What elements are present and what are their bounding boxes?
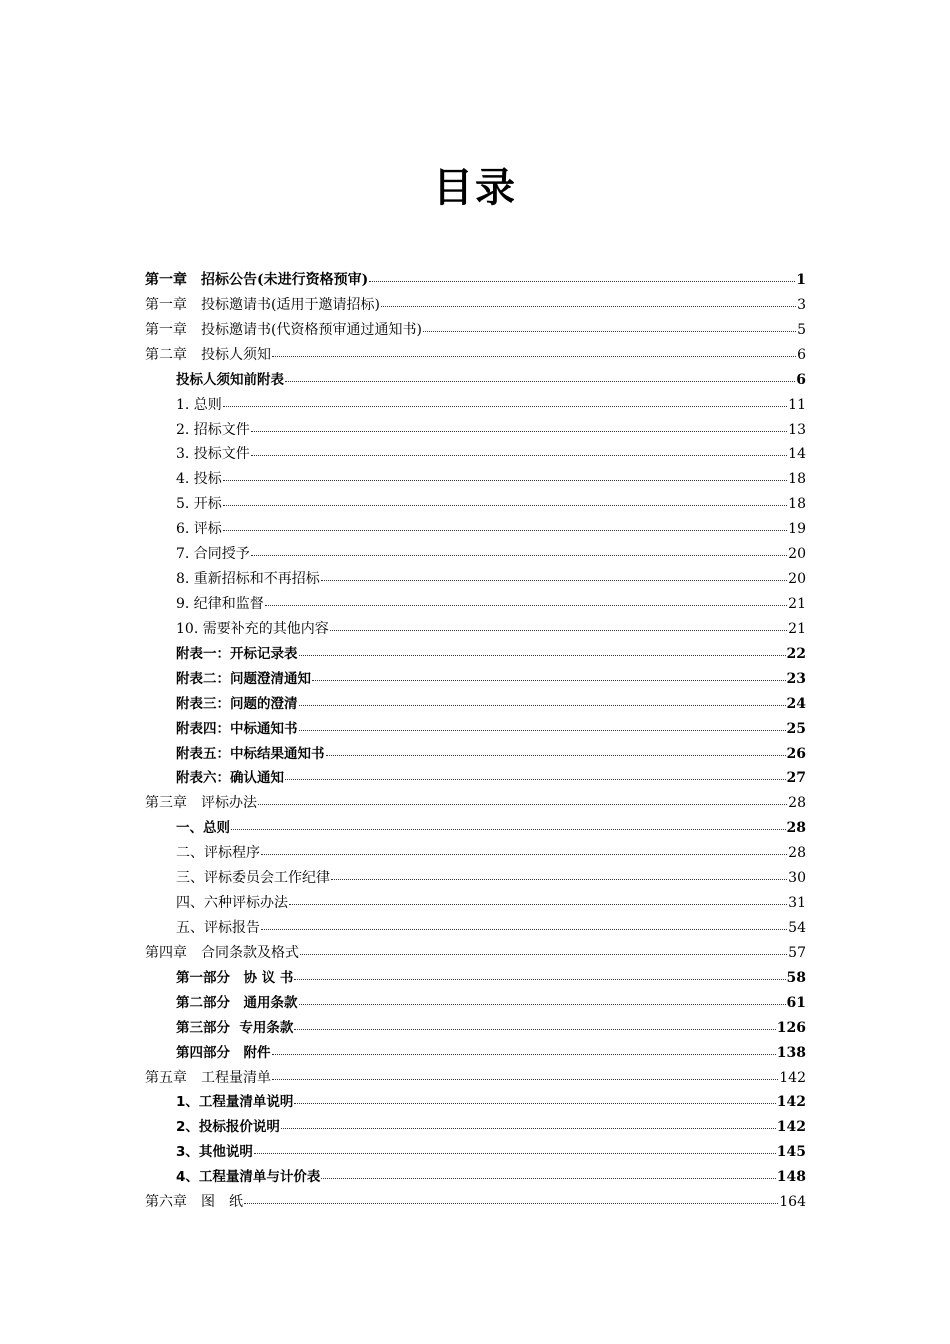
toc-entry-title: 4、工程量清单与计价表: [176, 1169, 321, 1186]
toc-entry[interactable]: [145, 742, 806, 767]
toc-leader-dots: [289, 903, 787, 905]
toc-entry-title: 四、六种评标办法: [176, 895, 288, 912]
toc-entry[interactable]: [145, 567, 806, 592]
toc-entry[interactable]: [145, 467, 806, 492]
toc-entry-page-number: 11: [788, 396, 806, 413]
toc-entry-title: 附表二：问题澄清通知: [176, 670, 311, 687]
toc-leader-dots: [261, 928, 787, 930]
toc-entry-page-number: 21: [788, 595, 806, 612]
toc-entry-page-number: 28: [788, 795, 806, 812]
page-title: 目录: [433, 165, 517, 211]
toc-leader-dots: [285, 380, 795, 382]
toc-entry[interactable]: [145, 1140, 806, 1165]
toc-entry-page-number: 30: [788, 870, 806, 887]
toc-leader-dots: [294, 1102, 775, 1104]
toc-entry-page-number: 57: [788, 944, 806, 961]
toc-entry[interactable]: [145, 542, 806, 567]
toc-entry[interactable]: [145, 766, 806, 791]
toc-leader-dots: [272, 1053, 776, 1055]
toc-entry-page-number: 18: [788, 496, 806, 513]
toc-leader-dots: [423, 330, 796, 332]
toc-entry[interactable]: [145, 268, 806, 293]
toc-entry-page-number: 126: [776, 1019, 806, 1036]
toc-entry-title: 附表三：问题的澄清: [176, 695, 298, 712]
toc-entry-title: 3、其他说明: [176, 1144, 253, 1161]
toc-entry-page-number: 26: [786, 745, 806, 762]
toc-entry-title: 7. 合同授予: [176, 546, 250, 563]
toc-entry-page-number: 20: [788, 546, 806, 563]
toc-entry[interactable]: [145, 343, 806, 368]
toc-entry-title: 2、投标报价说明: [176, 1119, 280, 1136]
toc-leader-dots: [331, 878, 787, 880]
toc-entry[interactable]: [145, 442, 806, 467]
toc-entry-page-number: 3: [797, 296, 806, 313]
toc-leader-dots: [300, 953, 787, 955]
toc-entry-page-number: 54: [788, 919, 806, 936]
toc-leader-dots: [285, 778, 786, 780]
toc-entry[interactable]: [145, 991, 806, 1016]
toc-entry-page-number: 6: [797, 346, 806, 363]
toc-entry[interactable]: [145, 492, 806, 517]
toc-entry-page-number: 5: [797, 321, 806, 338]
toc-leader-dots: [299, 654, 786, 656]
toc-entry[interactable]: [145, 418, 806, 443]
toc-entry-title: 附表四：中标通知书: [176, 720, 298, 737]
toc-entry-title: 附表一：开标记录表: [176, 645, 298, 662]
toc-leader-dots: [281, 1127, 776, 1129]
toc-entry[interactable]: [145, 617, 806, 642]
toc-entry-page-number: 6: [796, 371, 806, 388]
toc-entry[interactable]: [145, 368, 806, 393]
toc-entry-title: 10. 需要补充的其他内容: [176, 620, 329, 637]
toc-entry-title: 9. 纪律和监督: [176, 595, 264, 612]
toc-leader-dots: [272, 355, 796, 357]
toc-entry-title: 第一章 投标邀请书(适用于邀请招标): [145, 296, 380, 313]
toc-entry-title: 第一章 投标邀请书(代资格预审通过通知书): [145, 321, 422, 338]
toc-entry-title: 第四章 合同条款及格式: [145, 944, 299, 961]
toc-leader-dots: [223, 405, 787, 407]
toc-entry[interactable]: [145, 1190, 806, 1215]
toc-leader-dots: [369, 280, 795, 282]
toc-entry-page-number: 142: [779, 1069, 806, 1086]
toc-entry-title: 附表五：中标结果通知书: [176, 745, 325, 762]
toc-entry-page-number: 22: [786, 645, 806, 662]
toc-leader-dots: [223, 504, 787, 506]
toc-entry-page-number: 28: [788, 845, 806, 862]
toc-entry-title: 附表六：确认通知: [176, 770, 284, 787]
toc-leader-dots: [299, 704, 786, 706]
toc-leader-dots: [294, 1028, 775, 1030]
toc-entry[interactable]: [145, 1115, 806, 1140]
toc-entry-title: 第六章 图 纸: [145, 1194, 243, 1211]
toc-entry[interactable]: [145, 592, 806, 617]
toc-leader-dots: [272, 1078, 778, 1080]
toc-entry-title: 三、评标委员会工作纪律: [176, 870, 330, 887]
toc-entry-page-number: 58: [786, 969, 806, 986]
toc-leader-dots: [258, 803, 787, 805]
toc-entry-page-number: 145: [776, 1144, 806, 1161]
toc-entry-title: 五、评标报告: [176, 919, 260, 936]
toc-entry-title: 2. 招标文件: [176, 421, 250, 438]
toc-entry-page-number: 138: [776, 1044, 806, 1061]
toc-entry-page-number: 164: [779, 1194, 806, 1211]
toc-leader-dots: [326, 754, 786, 756]
toc-entry-page-number: 13: [788, 421, 806, 438]
toc-entry-title: 投标人须知前附表: [176, 371, 284, 388]
toc-entry-page-number: 23: [786, 670, 806, 687]
toc-entry-page-number: 148: [776, 1169, 806, 1186]
toc-leader-dots: [223, 529, 787, 531]
toc-entry-title: 3. 投标文件: [176, 446, 250, 463]
toc-entry[interactable]: [145, 791, 806, 816]
table-of-contents: [145, 268, 806, 1215]
toc-entry[interactable]: [145, 1041, 806, 1066]
toc-entry[interactable]: [145, 941, 806, 966]
toc-entry-page-number: 24: [786, 695, 806, 712]
toc-entry-page-number: 1: [796, 272, 806, 288]
toc-entry-title: 第一部分 协 议 书: [176, 969, 294, 986]
toc-entry[interactable]: [145, 517, 806, 542]
toc-entry-title: 8. 重新招标和不再招标: [176, 571, 320, 588]
toc-entry-title: 二、评标程序: [176, 845, 260, 862]
toc-leader-dots: [299, 729, 786, 731]
toc-entry[interactable]: [145, 1165, 806, 1190]
toc-leader-dots: [231, 828, 786, 830]
toc-entry-page-number: 19: [788, 521, 806, 538]
toc-entry-title: 第四部分 附件: [176, 1044, 271, 1061]
toc-entry[interactable]: [145, 816, 806, 841]
toc-leader-dots: [223, 479, 787, 481]
toc-leader-dots: [294, 978, 785, 980]
toc-entry-page-number: 14: [788, 446, 806, 463]
toc-entry-title: 1、工程量清单说明: [176, 1094, 294, 1111]
toc-entry-page-number: 31: [788, 895, 806, 912]
toc-entry-title: 第五章 工程量清单: [145, 1069, 271, 1086]
toc-entry[interactable]: [145, 717, 806, 742]
toc-entry-title: 5. 开标: [176, 496, 222, 513]
toc-entry[interactable]: [145, 891, 806, 916]
toc-leader-dots: [254, 1152, 776, 1154]
toc-entry-page-number: 28: [786, 820, 806, 837]
toc-entry-page-number: 18: [788, 471, 806, 488]
toc-leader-dots: [251, 554, 787, 556]
toc-entry-page-number: 142: [776, 1094, 806, 1111]
toc-entry-page-number: 25: [786, 720, 806, 737]
toc-leader-dots: [330, 629, 787, 631]
toc-leader-dots: [381, 305, 796, 307]
toc-entry[interactable]: [145, 916, 806, 941]
toc-leader-dots: [321, 579, 787, 581]
toc-entry-page-number: 20: [788, 571, 806, 588]
toc-leader-dots: [251, 430, 787, 432]
toc-entry[interactable]: [145, 866, 806, 891]
toc-entry-title: 第三章 评标办法: [145, 795, 257, 812]
toc-entry-title: 4. 投标: [176, 471, 222, 488]
toc-entry[interactable]: [145, 393, 806, 418]
toc-entry[interactable]: [145, 1066, 806, 1091]
toc-entry-title: 1. 总则: [176, 396, 222, 413]
toc-entry-title: 第二章 投标人须知: [145, 346, 271, 363]
toc-entry-title: 第一章 招标公告(未进行资格预审): [145, 272, 369, 288]
toc-entry-page-number: 21: [788, 620, 806, 637]
toc-entry[interactable]: [145, 1090, 806, 1115]
toc-entry[interactable]: [145, 1016, 806, 1041]
toc-entry[interactable]: [145, 692, 806, 717]
toc-entry-title: 第三部分 专用条款: [176, 1019, 294, 1036]
toc-leader-dots: [299, 1003, 786, 1005]
toc-entry-page-number: 61: [786, 994, 806, 1011]
toc-entry[interactable]: [145, 667, 806, 692]
toc-entry-page-number: 142: [776, 1119, 806, 1136]
toc-entry-page-number: 27: [786, 770, 806, 787]
toc-leader-dots: [321, 1177, 775, 1179]
toc-leader-dots: [312, 679, 786, 681]
toc-entry[interactable]: [145, 966, 806, 991]
toc-entry[interactable]: [145, 318, 806, 343]
toc-entry-title: 6. 评标: [176, 521, 222, 538]
toc-entry-title: 一、总则: [176, 820, 230, 837]
toc-entry-title: 第二部分 通用条款: [176, 994, 298, 1011]
toc-entry[interactable]: [145, 841, 806, 866]
toc-leader-dots: [261, 853, 787, 855]
toc-leader-dots: [244, 1202, 778, 1204]
toc-entry[interactable]: [145, 293, 806, 318]
toc-leader-dots: [251, 454, 787, 456]
toc-leader-dots: [265, 604, 787, 606]
toc-entry[interactable]: [145, 642, 806, 667]
